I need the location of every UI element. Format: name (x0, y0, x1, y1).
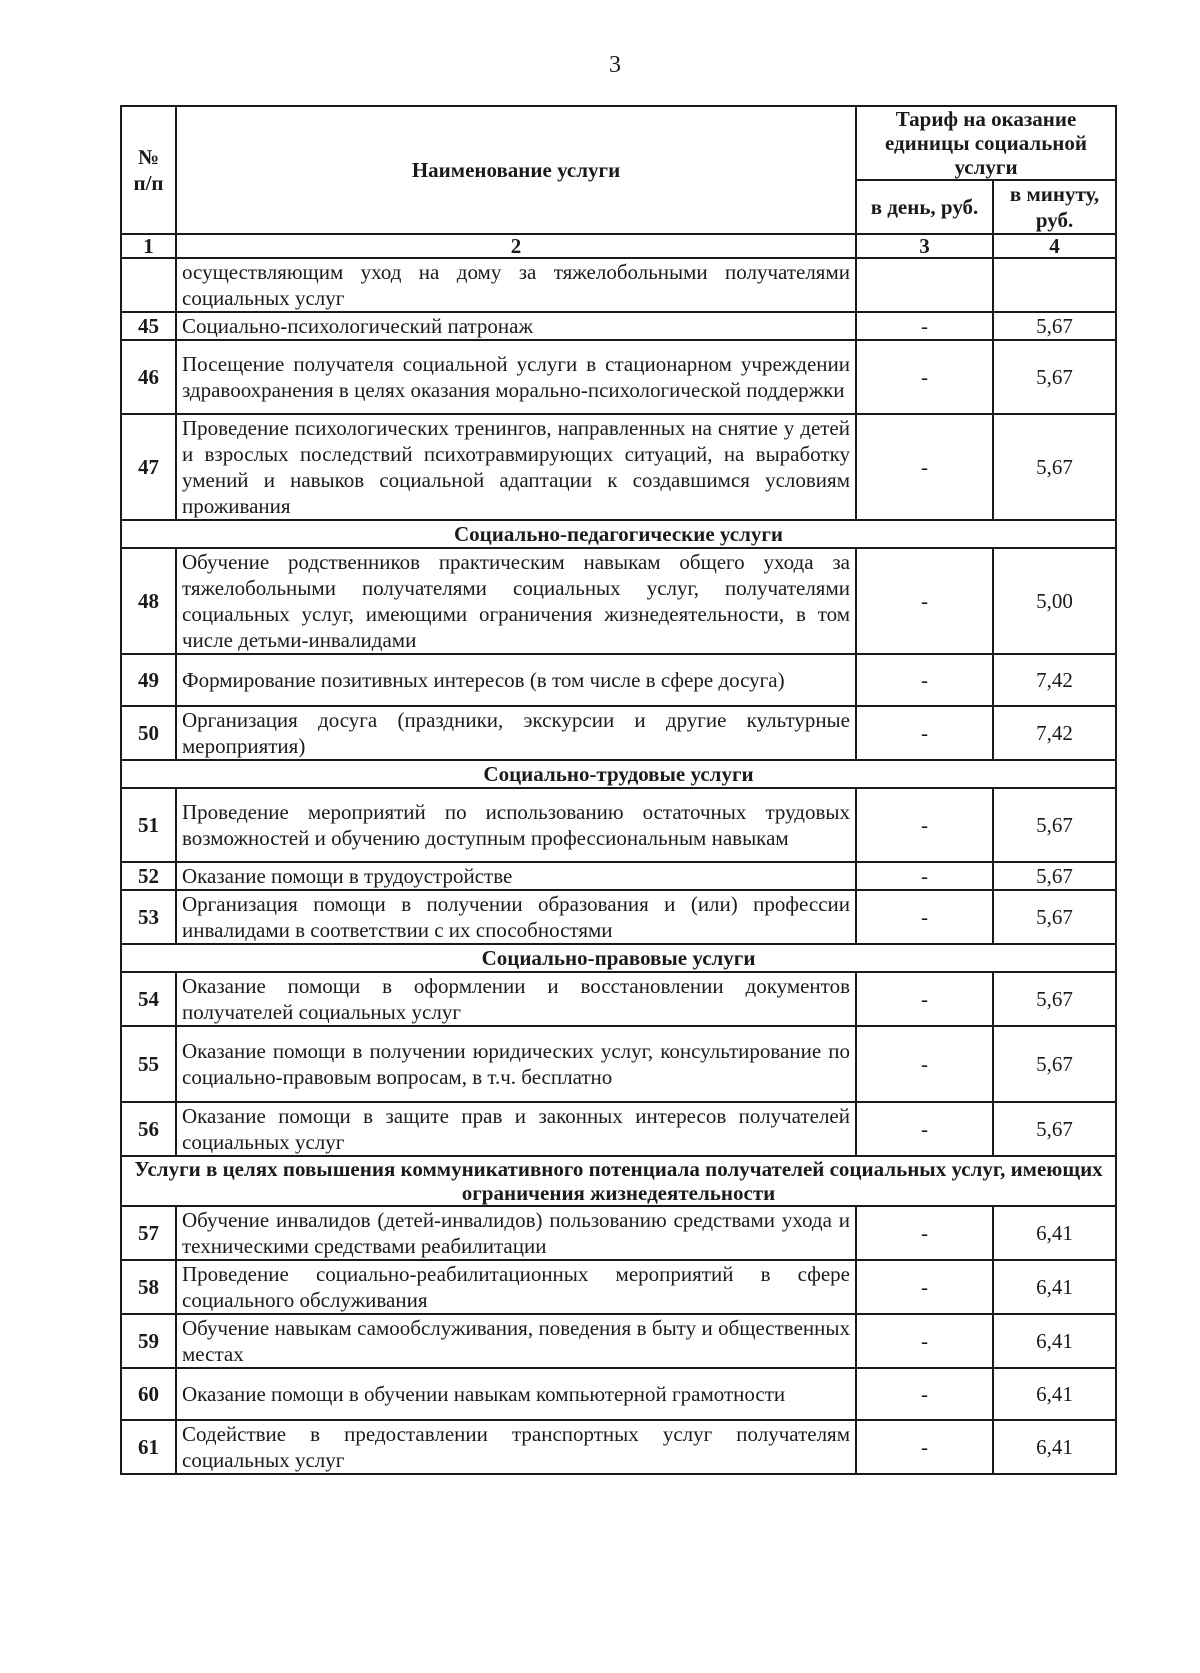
tariff-per-day: - (856, 890, 993, 944)
tariff-per-day: - (856, 1314, 993, 1368)
row-number: 58 (121, 1260, 176, 1314)
page-number: 3 (609, 52, 621, 78)
row-number: 56 (121, 1102, 176, 1156)
row-number: 57 (121, 1206, 176, 1260)
row-number: 45 (121, 312, 176, 340)
table-row (121, 654, 1116, 706)
service-name: Оказание помощи в защите прав и законных интересов получателей социальных услуг (176, 1102, 856, 1156)
row-number: 47 (121, 414, 176, 520)
service-name: Социально-психологический патронаж (176, 312, 856, 340)
row-number: 60 (121, 1368, 176, 1420)
tariff-per-day: - (856, 1420, 993, 1474)
column-number: 4 (993, 234, 1116, 258)
service-name: Обучение инвалидов (детей-инвалидов) пользованию средствами ухода и техническими средствами реабилитации (176, 1206, 856, 1260)
table-body (121, 258, 1116, 1474)
tariff-per-day: - (856, 654, 993, 706)
column-number: 2 (176, 234, 856, 258)
tariff-per-day: - (856, 414, 993, 520)
table-row (121, 312, 1116, 340)
tariff-per-minute: 5,00 (993, 548, 1116, 654)
tariff-per-day (856, 258, 993, 312)
service-name: Проведение мероприятий по использованию остаточных трудовых возможностей и обучению доступным профессиональным навыкам (176, 788, 856, 862)
column-number: 3 (856, 234, 993, 258)
tariff-per-minute: 5,67 (993, 1026, 1116, 1102)
tariff-per-day: - (856, 1026, 993, 1102)
tariff-per-minute (993, 258, 1116, 312)
tariff-per-minute: 6,41 (993, 1260, 1116, 1314)
tariff-per-day: - (856, 706, 993, 760)
tariff-per-minute: 6,41 (993, 1420, 1116, 1474)
table-row (121, 1420, 1116, 1474)
row-number: 54 (121, 972, 176, 1026)
table-row (121, 706, 1116, 760)
tariff-per-day: - (856, 1102, 993, 1156)
section-row (121, 944, 1116, 972)
tariff-per-minute: 7,42 (993, 706, 1116, 760)
tariff-per-day: - (856, 548, 993, 654)
header-name: Наименование услуги (176, 106, 856, 234)
row-number: 49 (121, 654, 176, 706)
table-row (121, 1206, 1116, 1260)
tariff-per-minute: 5,67 (993, 890, 1116, 944)
service-name: Проведение социально-реабилитационных мероприятий в сфере социального обслуживания (176, 1260, 856, 1314)
service-name: Обучение навыкам самообслуживания, поведения в быту и общественных местах (176, 1314, 856, 1368)
service-name: Оказание помощи в трудоустройстве (176, 862, 856, 890)
section-title: Услуги в целях повышения коммуникативного потенциала получателей социальных услуг, имеющих ограничения жизнедеятельности (121, 1156, 1116, 1206)
table-row (121, 972, 1116, 1026)
section-row (121, 760, 1116, 788)
table-row (121, 414, 1116, 520)
table-row (121, 1260, 1116, 1314)
tariff-per-minute: 6,41 (993, 1206, 1116, 1260)
section-title: Социально-правовые услуги (121, 944, 1116, 972)
row-number (121, 258, 176, 312)
column-numbers-row (121, 234, 1116, 258)
table-row (121, 1368, 1116, 1420)
section-row (121, 520, 1116, 548)
row-number: 59 (121, 1314, 176, 1368)
header-per-minute: в минуту, руб. (993, 180, 1116, 234)
row-number: 48 (121, 548, 176, 654)
table-row (121, 890, 1116, 944)
row-number: 51 (121, 788, 176, 862)
tariff-per-day: - (856, 312, 993, 340)
row-number: 55 (121, 1026, 176, 1102)
tariff-per-day: - (856, 972, 993, 1026)
table-row (121, 340, 1116, 414)
table-row (121, 1102, 1116, 1156)
table-row (121, 788, 1116, 862)
row-number: 52 (121, 862, 176, 890)
table-row (121, 1026, 1116, 1102)
section-title: Социально-трудовые услуги (121, 760, 1116, 788)
row-number: 61 (121, 1420, 176, 1474)
service-name: Содействие в предоставлении транспортных услуг получателям социальных услуг (176, 1420, 856, 1474)
header-no: № п/п (121, 106, 176, 234)
table-row (121, 1314, 1116, 1368)
tariff-per-minute: 6,41 (993, 1314, 1116, 1368)
row-number: 50 (121, 706, 176, 760)
service-name: Обучение родственников практическим навыкам общего ухода за тяжелобольными получателями социальных услуг, получателями социальных услуг, имеющими ограничения жизнедеятельности, в том числе детьми-инвалидами (176, 548, 856, 654)
header-row-1 (121, 106, 1116, 180)
service-name: Формирование позитивных интересов (в том числе в сфере досуга) (176, 654, 856, 706)
tariff-per-day: - (856, 340, 993, 414)
table-row (121, 548, 1116, 654)
table-row (121, 258, 1116, 312)
tariff-table (120, 105, 1117, 1475)
service-name: Посещение получателя социальной услуги в стационарном учреждении здравоохранения в целях оказания морально-психологической поддержки (176, 340, 856, 414)
tariff-per-day: - (856, 1206, 993, 1260)
tariff-per-minute: 7,42 (993, 654, 1116, 706)
tariff-per-minute: 5,67 (993, 340, 1116, 414)
tariff-per-minute: 6,41 (993, 1368, 1116, 1420)
service-name: Оказание помощи в получении юридических услуг, консультирование по социально-правовым вопросам, в т.ч. бесплатно (176, 1026, 856, 1102)
tariff-per-minute: 5,67 (993, 862, 1116, 890)
header-per-day: в день, руб. (856, 180, 993, 234)
service-name: Оказание помощи в обучении навыкам компьютерной грамотности (176, 1368, 856, 1420)
tariff-per-day: - (856, 1260, 993, 1314)
column-number: 1 (121, 234, 176, 258)
section-row (121, 1156, 1116, 1206)
service-name: осуществляющим уход на дому за тяжелобольными получателями социальных услуг (176, 258, 856, 312)
service-name: Организация помощи в получении образования и (или) профессии инвалидами в соответствии с их способностями (176, 890, 856, 944)
tariff-per-minute: 5,67 (993, 1102, 1116, 1156)
tariff-per-minute: 5,67 (993, 972, 1116, 1026)
service-name: Оказание помощи в оформлении и восстановлении документов получателей социальных услуг (176, 972, 856, 1026)
tariff-per-day: - (856, 1368, 993, 1420)
service-name: Организация досуга (праздники, экскурсии и другие культурные мероприятия) (176, 706, 856, 760)
tariff-per-minute: 5,67 (993, 788, 1116, 862)
row-number: 53 (121, 890, 176, 944)
tariff-per-day: - (856, 788, 993, 862)
row-number: 46 (121, 340, 176, 414)
service-name: Проведение психологических тренингов, направленных на снятие у детей и взрослых последствий психотравмирующих ситуаций, на выработку умений и навыков социальной адаптации к создавшимся условиям проживания (176, 414, 856, 520)
header-tariff: Тариф на оказание единицы социальной услуги (856, 106, 1116, 180)
tariff-per-minute: 5,67 (993, 312, 1116, 340)
tariff-per-day: - (856, 862, 993, 890)
section-title: Социально-педагогические услуги (121, 520, 1116, 548)
tariff-per-minute: 5,67 (993, 414, 1116, 520)
table-row (121, 862, 1116, 890)
